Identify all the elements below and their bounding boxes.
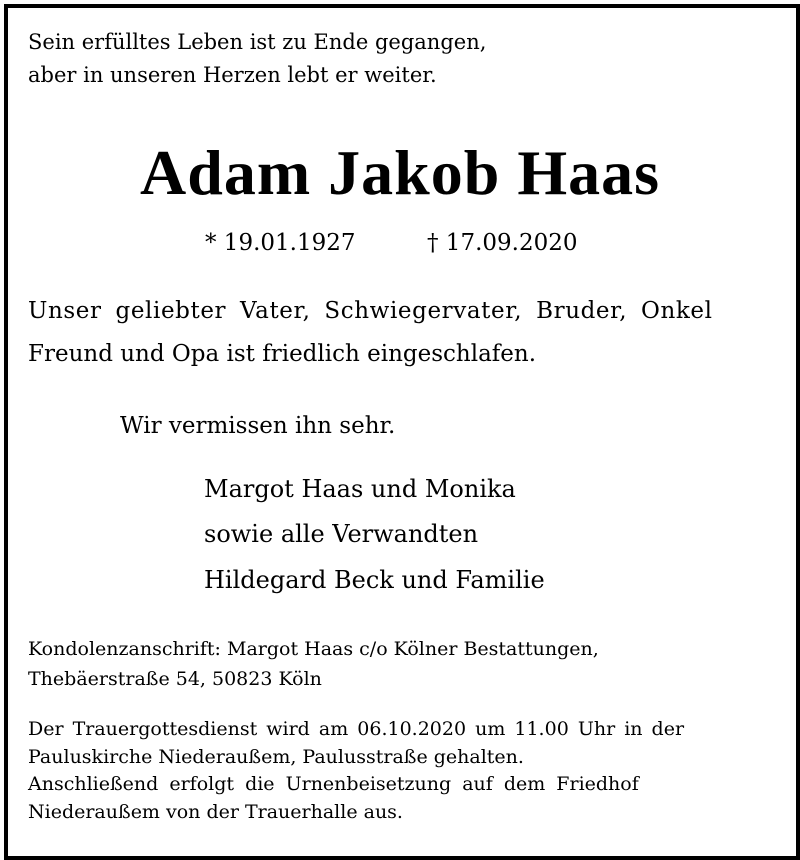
condolence-address-line-2: Thebäerstraße 54, 50823 Köln [28, 668, 322, 690]
service-info-line-4: Niederaußem von der Trauerhalle aus. [28, 801, 403, 823]
service-info-line-2: Pauluskirche Niederaußem, Paulusstraße gehalten. [28, 746, 524, 768]
mourner-line-1: Margot Haas und Monika [204, 475, 516, 503]
announcement-line-2: Freund und Opa ist friedlich eingeschlafen. [28, 341, 537, 367]
birth-date: * 19.01.1927 [205, 230, 356, 256]
condolence-address-line-1: Kondolenzanschrift: Margot Haas c/o Kölner Bestattungen, [28, 638, 599, 660]
deceased-name: Adam Jakob Haas [140, 137, 660, 208]
mourner-line-2: sowie alle Verwandten [204, 520, 479, 548]
service-info-line-3: Anschließend erfolgt die Urnenbeisetzung auf dem Friedhof [28, 773, 639, 795]
death-date: † 17.09.2020 [427, 230, 578, 256]
mourner-line-3: Hildegard Beck und Familie [204, 566, 545, 594]
motto-line-2: aber in unseren Herzen lebt er weiter. [28, 63, 437, 87]
motto-line-1: Sein erfülltes Leben ist zu Ende gegangen, [28, 30, 487, 54]
announcement-line-1: Unser geliebter Vater, Schwiegervater, Bruder, Onkel [28, 298, 713, 324]
service-info-line-1: Der Trauergottesdienst wird am 06.10.2020 um 11.00 Uhr in der [28, 718, 685, 740]
closing-line: Wir vermissen ihn sehr. [120, 413, 396, 439]
